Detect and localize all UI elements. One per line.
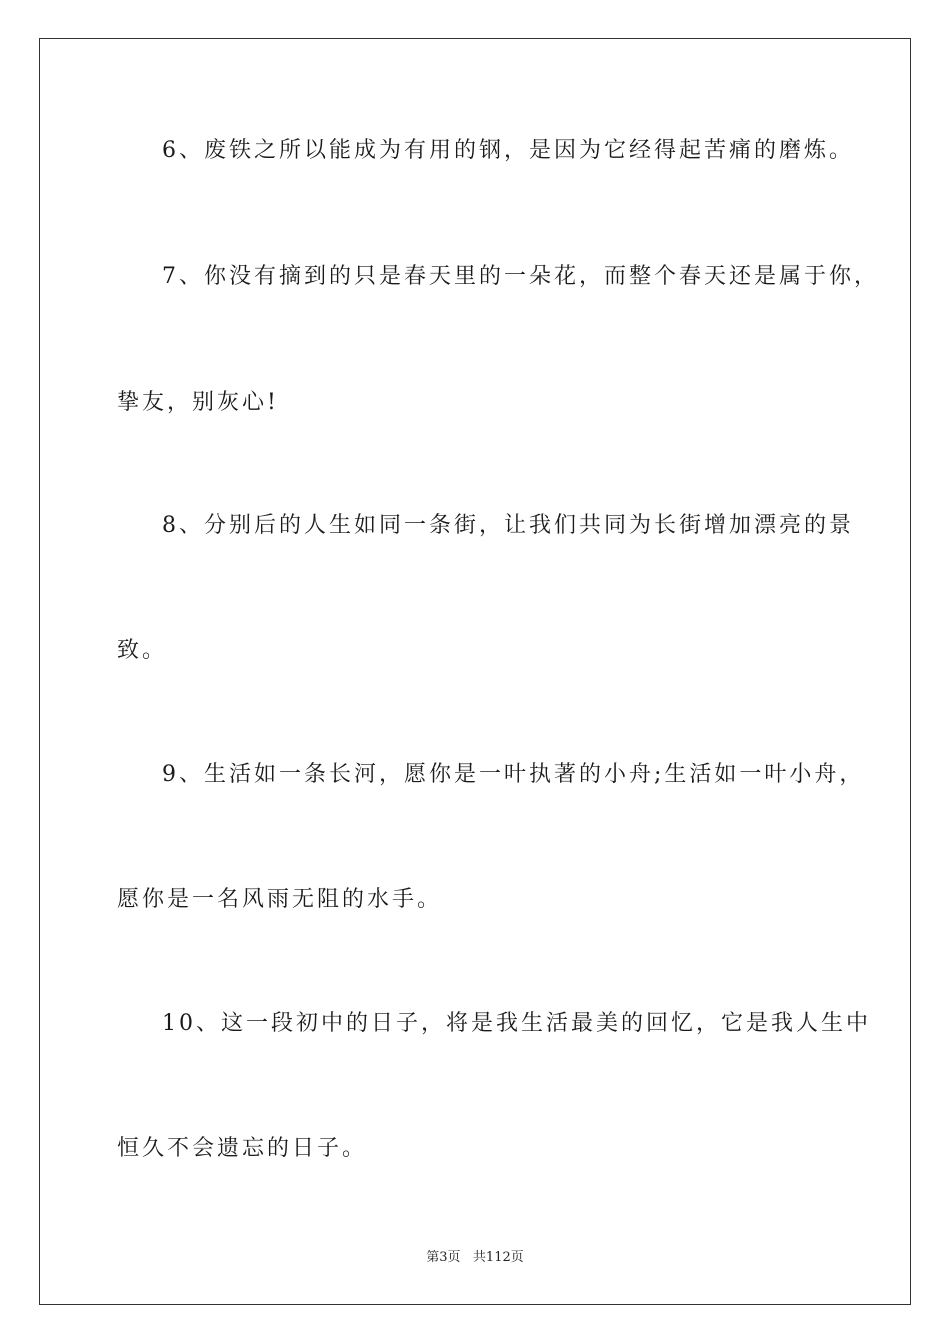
page-frame xyxy=(39,38,911,1305)
paragraph-7-line-1: 7、你没有摘到的只是春天里的一朵花，而整个春天还是属于你， xyxy=(162,264,879,289)
paragraph-10-line-1: 10、这一段初中的日子，将是我生活最美的回忆，它是我人生中 xyxy=(162,1011,871,1036)
paragraph-6-line-1: 6、废铁之所以能成为有用的钢，是因为它经得起苦痛的磨炼。 xyxy=(162,138,854,163)
paragraph-10-line-2: 恒久不会遗忘的日子。 xyxy=(117,1136,368,1161)
paragraph-8-line-1: 8、分别后的人生如同一条街，让我们共同为长街增加漂亮的景 xyxy=(162,513,854,538)
paragraph-8-line-2: 致。 xyxy=(117,638,168,663)
page-number-footer: 第3页 共112页 xyxy=(426,1250,524,1265)
paragraph-7-line-2: 挚友，别灰心! xyxy=(117,390,279,415)
paragraph-9-line-1: 9、生活如一条长河，愿你是一叶执著的小舟;生活如一叶小舟， xyxy=(162,762,865,787)
paragraph-9-line-2: 愿你是一名风雨无阻的水手。 xyxy=(117,887,443,912)
